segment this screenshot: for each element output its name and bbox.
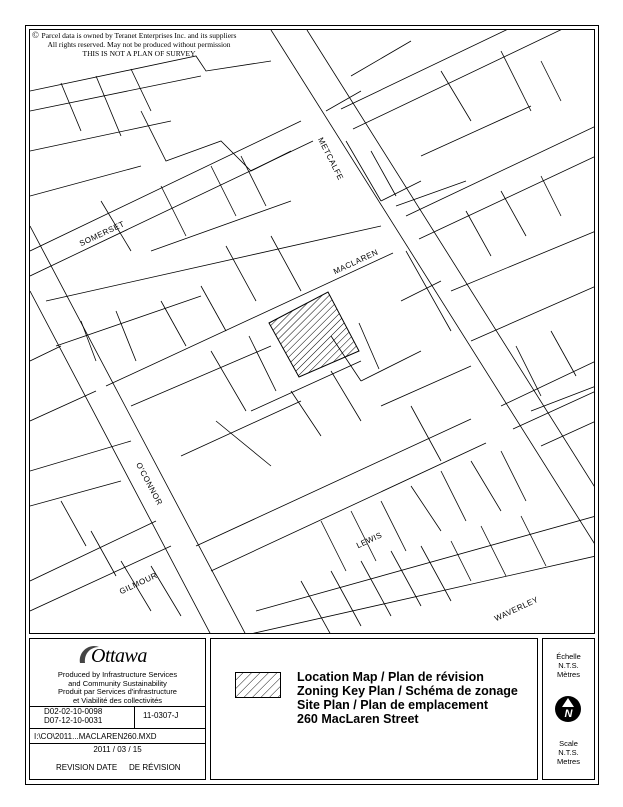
legend-line: 260 MacLaren Street [297,712,419,726]
file-path: I:\CO\2011...MACLAREN260.MXD [34,732,157,741]
producer-line: and Community Sustainability [68,678,167,688]
legend-line: Zoning Key Plan / Schéma de zonage [297,684,518,698]
logo-text: Ottawa [91,645,147,667]
street-label-lewis: LEWIS [355,530,384,551]
nts-label: N.T.S. [558,661,579,670]
legend-line: Location Map / Plan de révision [297,670,484,684]
legend-panel [210,638,538,780]
legend-line: Site Plan / Plan de emplacement [297,698,489,712]
sheet-number: 11-0307-J [143,711,179,720]
scale-label: Scale [559,739,578,748]
street-label-maclaren: MACLAREN [332,247,380,277]
street-label-metcalfe: METCALFE [315,136,346,182]
street-label-waverley: WAVERLEY [493,594,540,624]
metres-label: Mètres [557,670,580,679]
copyright-line: THIS IS NOT A PLAN OF SURVEY [82,49,196,58]
revision-label-en: REVISION DATE [56,763,118,772]
scale-panel [542,638,595,780]
revision-label-fr: DE RÉVISION [129,763,181,772]
street-label-oconnor: O'CONNOR [134,461,165,507]
echelle-label: Échelle [556,652,581,661]
producer-text [30,671,205,705]
revision-date: 2011 / 03 / 15 [93,745,142,754]
metres-label: Metres [557,757,580,766]
street-label-gilmour: GILMOUR [118,570,159,597]
copyright-icon: © [32,30,39,40]
title-block [29,638,206,780]
hatch-legend-swatch [235,672,281,698]
file-number-1: D02-02-10-0098 [44,707,103,716]
ottawa-logo [75,639,185,671]
street-label-somerset: SOMERSET [78,219,127,249]
file-number-2: D07-12-10-0031 [44,716,103,725]
copyright-line: All rights reserved. May not be produced without permission [47,40,231,49]
producer-line: et Viabilité des collectivités [72,695,163,705]
north-label: N [564,708,573,720]
copyright-line: Parcel data is owned by Teranet Enterprises Inc. and its suppliers [41,31,237,40]
producer-line: Produced by Infrastructure Services [57,670,178,679]
legend-text [297,670,518,726]
producer-line: Produit par Services d'infrastructure [58,687,177,696]
nts-label: N.T.S. [558,748,579,757]
